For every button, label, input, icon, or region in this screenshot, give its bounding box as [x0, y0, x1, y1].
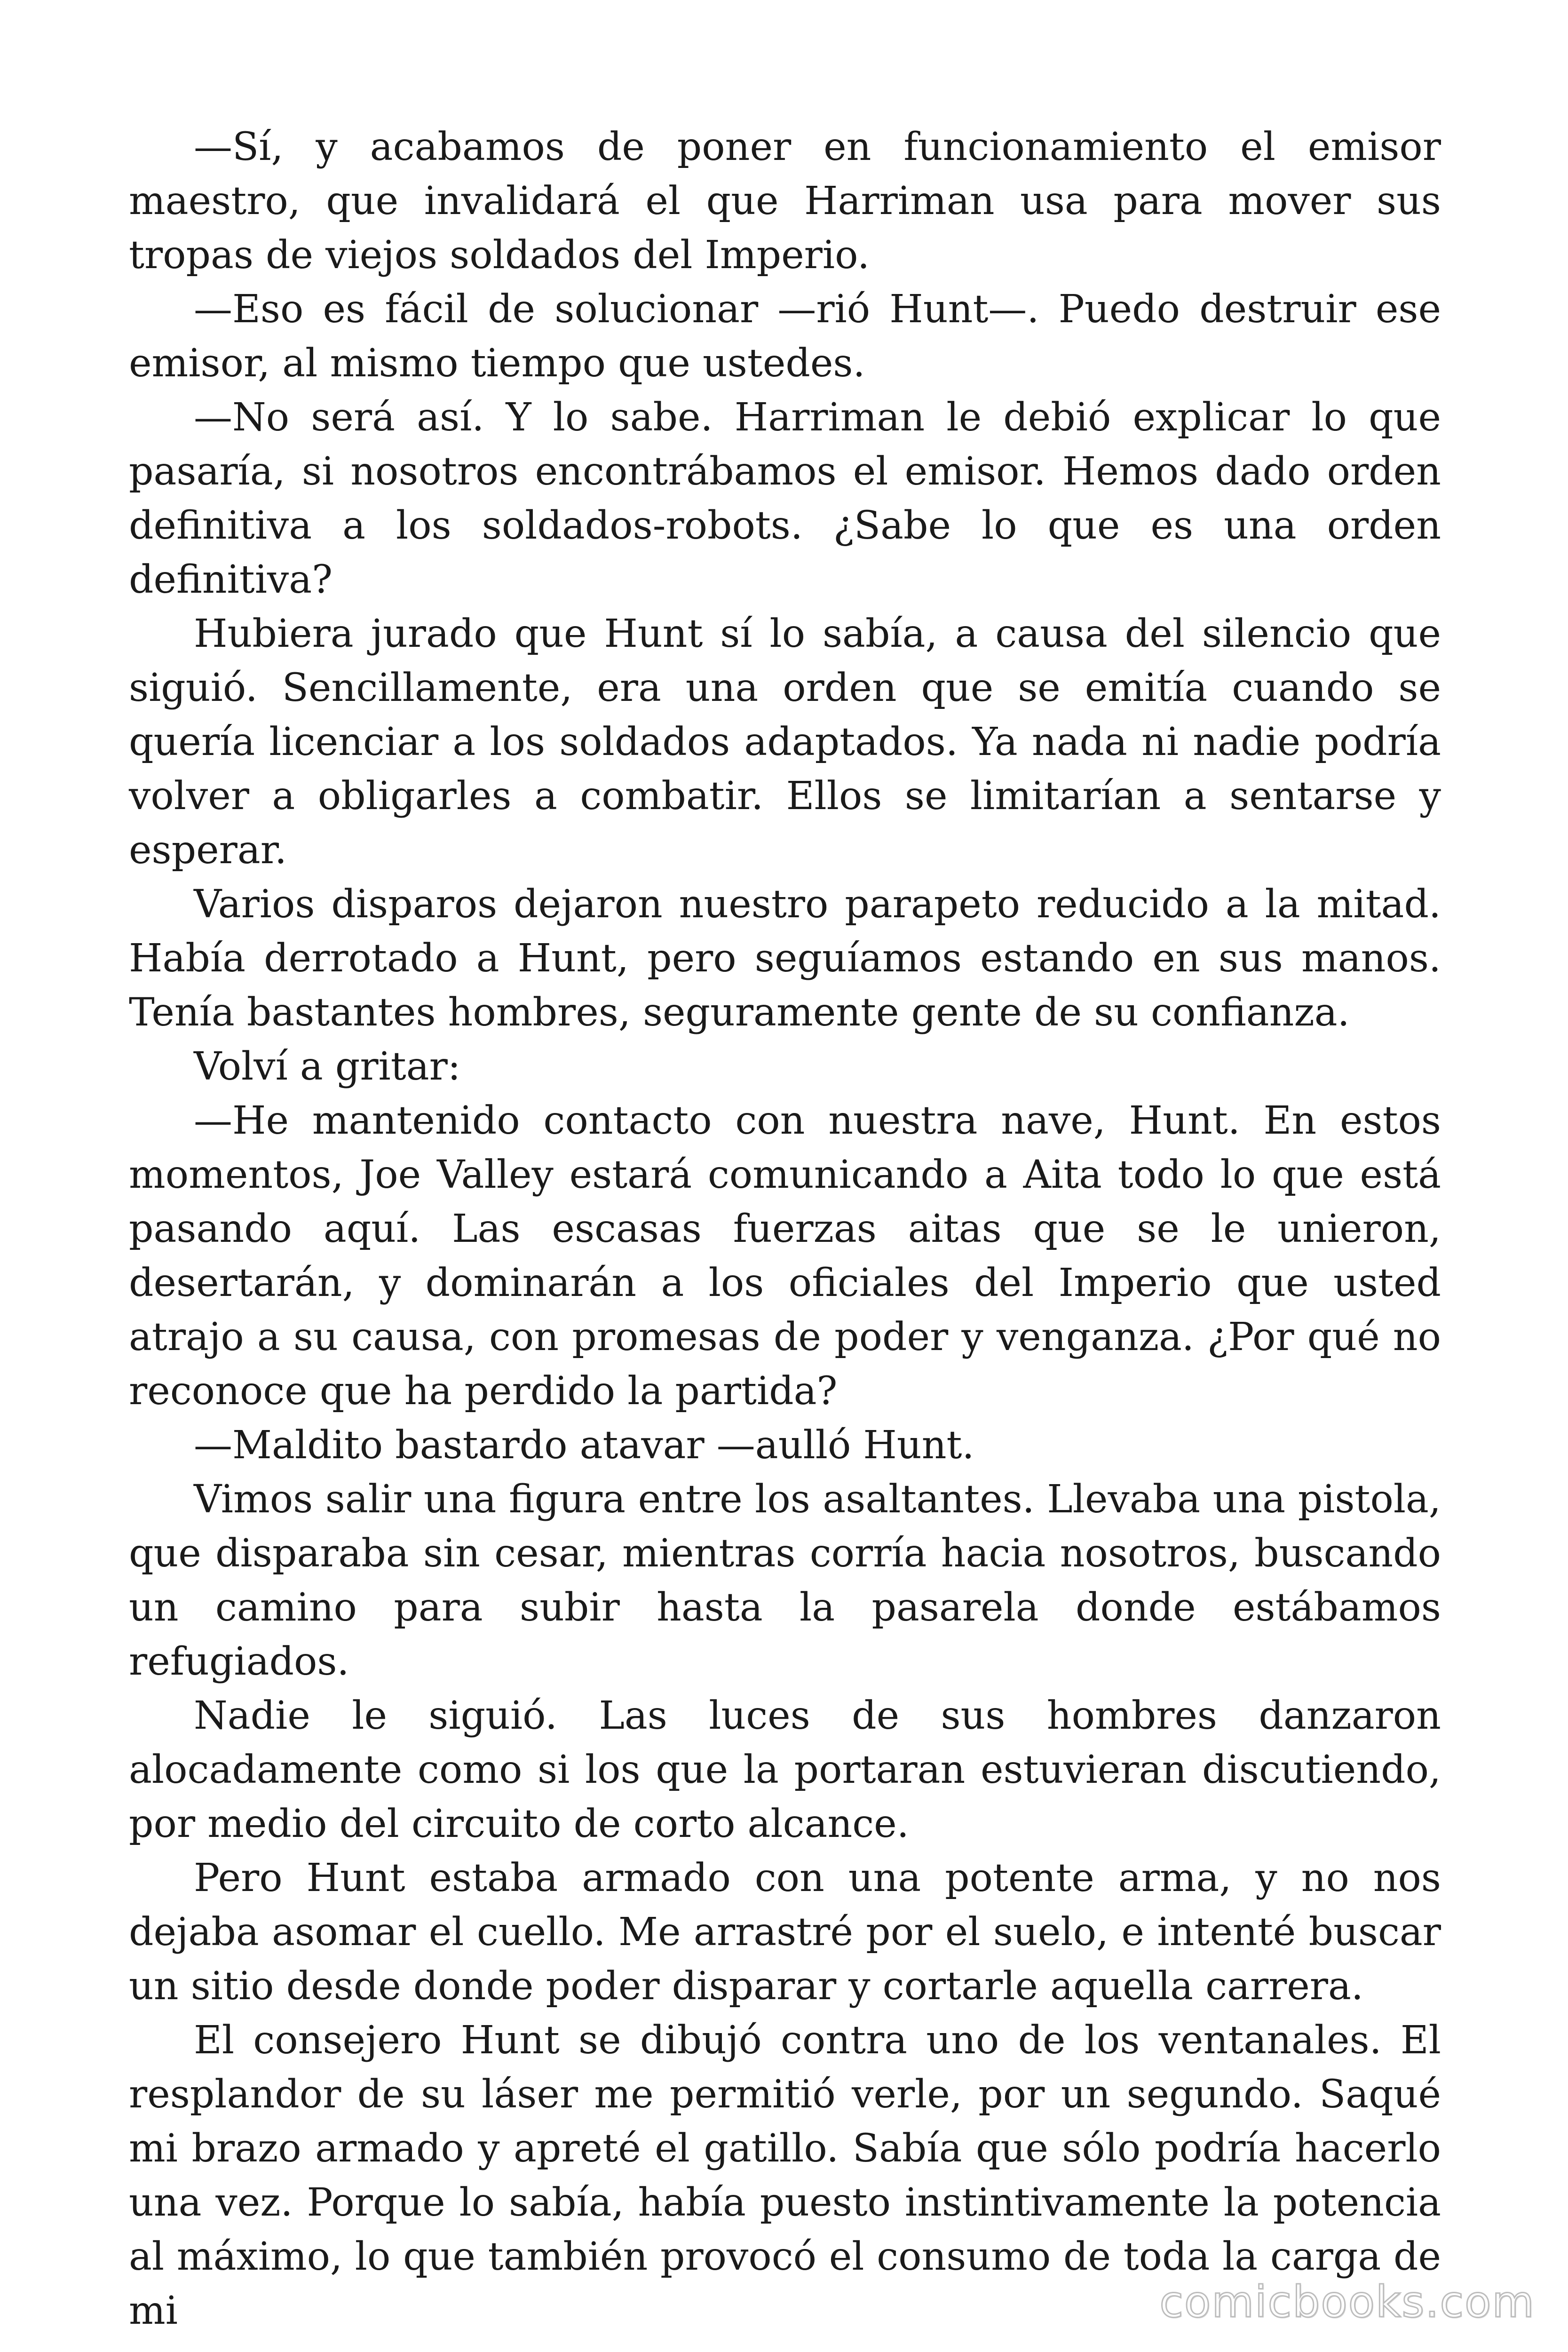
- paragraph-7: —He mantenido contacto con nuestra nave, Hunt. En estos momentos, Joe Valley estará comunicando a Aita todo lo que está pasando aquí. Las escasas fuerzas aitas que se le unieron, desertarán, y dominarán a los oficiales del Imperio que usted atrajo a su causa, con promesas de poder y venganza. ¿Por qué no reconoce que ha perdido la partida?: [129, 1098, 1441, 1414]
- paragraph-6: Volví a gritar:: [194, 1044, 461, 1089]
- paragraph-4: Hubiera jurado que Hunt sí lo sabía, a causa del silencio que siguió. Sencillamente, era una orden que se emitía cuando se quería licenciar a los soldados adaptados. Ya nada ni nadie podría volver a obligarles a combatir. Ellos se limitarían a sentarse y esperar.: [129, 612, 1441, 873]
- paragraph-2: —Eso es fácil de solucionar —rió Hunt—. Puedo destruir ese emisor, al mismo tiempo que ustedes.: [129, 287, 1441, 386]
- paragraph-5: Varios disparos dejaron nuestro parapeto reducido a la mitad. Había derrotado a Hunt, pero seguíamos estando en sus manos. Tenía bastantes hombres, seguramente gente de su confianza.: [129, 882, 1441, 1035]
- paragraph-9: Vimos salir una figura entre los asaltantes. Llevaba una pistola, que disparaba sin cesar, mientras corría hacia nosotros, buscando un camino para subir hasta la pasarela donde estábamos refugiados.: [129, 1477, 1441, 1684]
- paragraph-1: —Sí, y acabamos de poner en funcionamiento el emisor maestro, que invalidará el que Harriman usa para mover sus tropas de viejos soldados del Imperio.: [129, 125, 1441, 278]
- paragraph-10: Nadie le siguió. Las luces de sus hombres danzaron alocadamente como si los que la portaran estuvieran discutiendo, por medio del circuito de corto alcance.: [129, 1693, 1441, 1846]
- paragraph-3: —No será así. Y lo sabe. Harriman le debió explicar lo que pasaría, si nosotros encontrábamos el emisor. Hemos dado orden definitiva a los soldados-robots. ¿Sabe lo que es una orden definitiva?: [129, 395, 1441, 602]
- paragraph-11: Pero Hunt estaba armado con una potente arma, y no nos dejaba asomar el cuello. Me arrastré por el suelo, e intenté buscar un sitio desde donde poder disparar y cortarle aquella carrera.: [129, 1856, 1441, 2009]
- body-text: [129, 120, 1441, 2338]
- paragraph-8: —Maldito bastardo atavar —aulló Hunt.: [194, 1423, 974, 1468]
- watermark-logo: comicbooks.com: [1159, 2277, 1535, 2327]
- paragraph-12: El consejero Hunt se dibujó contra uno de los ventanales. El resplandor de su láser me permitió verle, por un segundo. Saqué mi brazo armado y apreté el gatillo. Sabía que sólo podría hacerlo una vez. Porque lo sabía, había puesto instintivamente la potencia al máximo, lo que también provocó el consumo de toda la carga de mi: [129, 2018, 1441, 2333]
